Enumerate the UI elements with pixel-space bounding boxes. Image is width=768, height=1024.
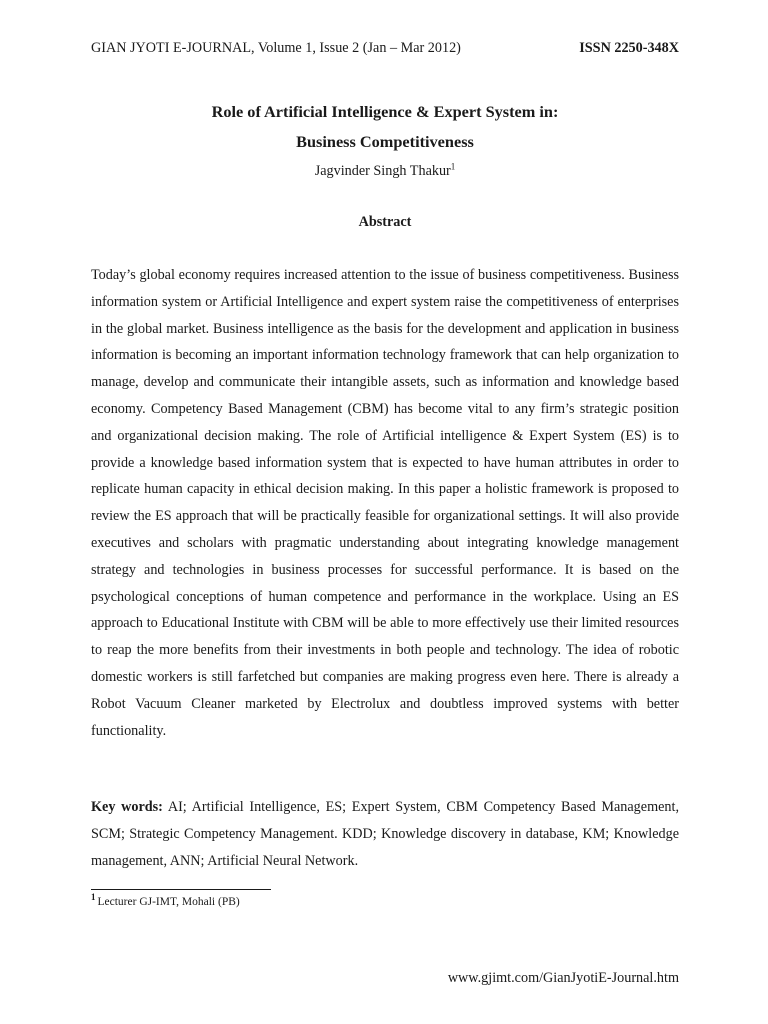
title-block [91, 97, 679, 183]
abstract-heading: Abstract [358, 214, 412, 230]
footer-url-link[interactable]: www.gjimt.com/GianJyotiE-Journal.htm [447, 970, 679, 986]
keywords-paragraph [91, 794, 679, 874]
abstract-body: Today’s global economy requires increased attention to the issue of business competitiveness. Business information system or Artificial Intelligence and expert system raise the competitiveness of enterprises in the global market. Business intelligence as the basis for the development and application in business information is becoming an important information technology framework that can help organization to manage, develop and communicate their intangible assets, such as information and knowledge based economy. Competency Based Management (CBM) has become vital to any firm’s strategic position and organizational decision making. The role of Artificial intelligence & Expert System (ES) is to provide a knowledge based information system that is expected to have human attributes in order to replicate human capacity in ethical decision making. In this paper a holistic framework is proposed to review the ES approach that will be practically feasible for organizational settings. It will also provide executives and scholars with pragmatic understanding about integrating knowledge management strategy and technologies in business processes for successful performance. It is based on the psychological conceptions of human competence and performance in the workplace. Using an ES approach to Educational Institute with CBM will be able to more effectively use their limited resources to reap the more benefits from their investments in both people and technology. The idea of robotic domestic workers is still farfetched but companies are making progress even here. There is already a Robot Vacuum Cleaner marketed by Electrolux and doubtless improved systems with better functionality. [91, 267, 679, 739]
footnote-text: Lecturer GJ-IMT, Mohali (PB) [97, 896, 240, 908]
footnote [91, 892, 240, 908]
paper-title-line-2: Business Competitiveness [296, 132, 474, 151]
paper-title-line-1: Role of Artificial Intelligence & Expert System in: [211, 102, 559, 121]
footnote-mark: 1 [91, 892, 96, 903]
author-name: Jagvinder Singh Thakur [314, 163, 451, 179]
footnote-divider [91, 889, 271, 890]
running-header [91, 40, 679, 57]
keywords-label: Key words: [91, 799, 163, 815]
keywords-text: AI; Artificial Intelligence, ES; Expert System, CBM Competency Based Management, SCM; Strategic Competency Management. KDD; Knowledge discovery in database, KM; Knowledge management, ANN; Artificial Neural Network. [91, 799, 679, 869]
author-line [91, 159, 679, 183]
issn-label: ISSN 2250-348X [579, 40, 679, 56]
journal-info: GIAN JYOTI E-JOURNAL, Volume 1, Issue 2 (Jan – Mar 2012) [91, 40, 461, 56]
author-footnote-mark[interactable]: 1 [450, 161, 456, 172]
